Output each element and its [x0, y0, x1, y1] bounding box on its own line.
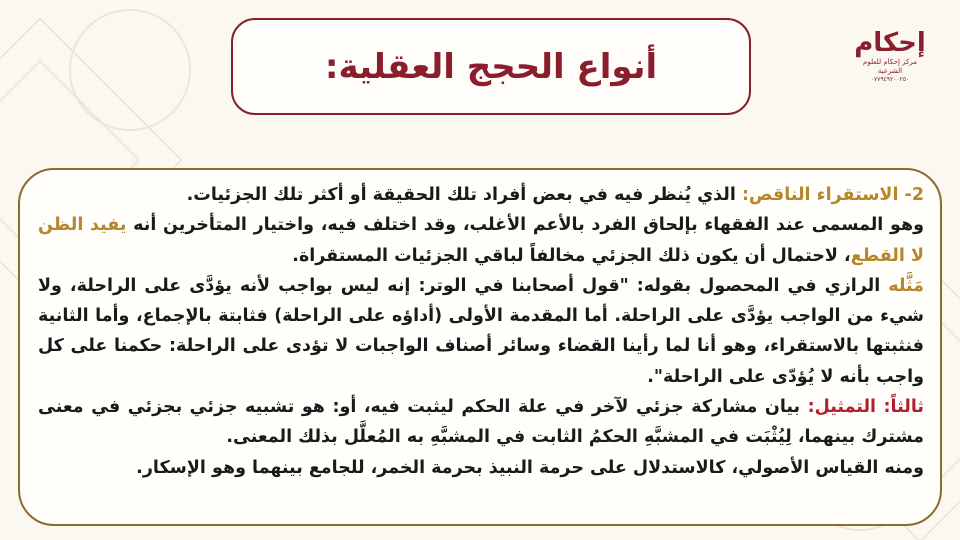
highlight-zann: يفيد الظن لا القطع: [38, 215, 924, 266]
logo: [850, 28, 930, 98]
paragraph-usul-qiyas: [38, 453, 924, 483]
title-box: [231, 18, 751, 115]
logo-subtitle: مركز إحكام للعلوم الشرعية: [863, 58, 917, 75]
induction-ruling-text-a: وهو المسمى عند الفقهاء بإلحاق الفرد بالأعم الأغلب، وقد اختلف فيه، واختيار المتأخرين أنه: [126, 215, 924, 236]
usul-qiyas-text: ومنه القياس الأصولي، كالاستدلال على حرمة النبيذ بحرمة الخمر، للجامع بينهما وهو الإسكار.: [136, 457, 924, 478]
content-text: [38, 180, 924, 483]
logo-number: ٠٧٧٩٤٩٢٠٠٢٥٠: [870, 76, 910, 83]
paragraph-induction-ruling: [38, 210, 924, 271]
label-example: مَثَّله: [888, 275, 924, 296]
label-incomplete-induction: 2- الاستقراء الناقص:: [741, 185, 924, 205]
definition-incomplete-induction: الذي يُنظر فيه في بعض أفراد تلك الحقيقة أو أكثر تلك الجزئيات.: [186, 185, 742, 205]
content-box: [18, 168, 942, 526]
analogy-definition: بيان مشاركة جزئي لآخر في علة الحكم ليثبت فيه، أو: هو تشبيه جزئي بجزئي في معنى مشترك بينهما، لِيُثْبَت في المشبَّهِ الحكمُ الثابت في المشبَّهِ به المُعلَّل بذلك المعنى.: [38, 397, 924, 448]
paragraph-incomplete-induction: [38, 180, 924, 210]
paragraph-razi-example: [38, 271, 924, 392]
razi-example-text: الرازي في المحصول بقوله: "قول أصحابنا في الوتر: إنه ليس بواجب لأنه يؤدَّى على الراحلة، ولا شيء من الواجب يؤدَّى على الراحلة. أما المقدمة الأولى (أداؤه على الراحلة) فثابتة بالإجماع، وأما الثانية فنثبتها بالاستقراء، وهو أنا لما رأينا القضاء وسائر أصناف الواجبات لا تؤدى على الراحلة: حكمنا على كل واجب بأنه لا يُؤدّى على الراحلة".: [38, 275, 924, 387]
paragraph-analogy: [38, 392, 924, 453]
page-title: أنواع الحجج العقلية:: [324, 46, 658, 87]
logo-name: إحكام: [854, 28, 926, 58]
label-analogy: ثالثاً: التمثيل:: [807, 397, 924, 418]
induction-ruling-text-b: ، لاحتمال أن يكون ذلك الجزئي مخالفاً لباقي الجزئيات المستقراة.: [292, 245, 851, 266]
